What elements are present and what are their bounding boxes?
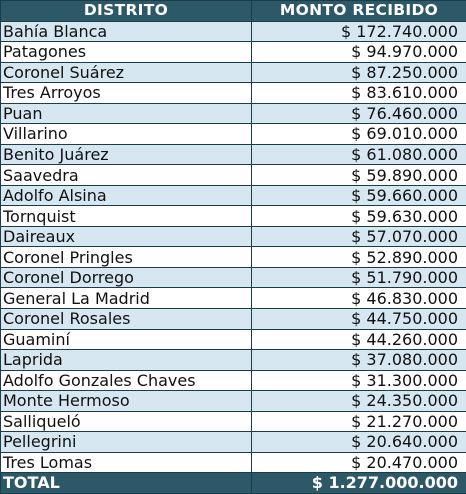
table-body (1, 21, 466, 473)
distrito-cell: Tres Arroyos (1, 83, 252, 104)
table-row (1, 144, 466, 165)
header-monto: MONTO RECIBIDO (252, 1, 466, 22)
table-row (1, 83, 466, 104)
monto-cell: $ 94.970.000 (252, 42, 466, 63)
distrito-cell: Daireaux (1, 226, 252, 247)
total-label: TOTAL (1, 473, 252, 494)
monto-cell: $ 59.630.000 (252, 206, 466, 227)
distrito-cell: Adolfo Gonzales Chaves (1, 370, 252, 391)
monto-cell: $ 20.640.000 (252, 432, 466, 453)
distrito-cell: Saavedra (1, 165, 252, 186)
distrito-cell: Benito Juárez (1, 144, 252, 165)
distrito-cell: Salliqueló (1, 411, 252, 432)
distrito-cell: Pellegrini (1, 432, 252, 453)
table-row (1, 350, 466, 371)
distrito-cell: Coronel Rosales (1, 308, 252, 329)
table-row (1, 411, 466, 432)
monto-cell: $ 31.300.000 (252, 370, 466, 391)
table-row (1, 432, 466, 453)
distrito-cell: Puan (1, 103, 252, 124)
table-row (1, 103, 466, 124)
monto-cell: $ 21.270.000 (252, 411, 466, 432)
distrito-cell: Adolfo Alsina (1, 185, 252, 206)
monto-cell: $ 76.460.000 (252, 103, 466, 124)
monto-cell: $ 20.470.000 (252, 452, 466, 473)
distrito-cell: Tornquist (1, 206, 252, 227)
distrito-cell: Tres Lomas (1, 452, 252, 473)
distrito-cell: General La Madrid (1, 288, 252, 309)
monto-cell: $ 44.260.000 (252, 329, 466, 350)
table-row (1, 247, 466, 268)
table-row (1, 185, 466, 206)
distrito-cell: Villarino (1, 124, 252, 145)
table-row (1, 42, 466, 63)
table-row (1, 370, 466, 391)
monto-cell: $ 69.010.000 (252, 124, 466, 145)
monto-cell: $ 37.080.000 (252, 350, 466, 371)
monto-cell: $ 87.250.000 (252, 62, 466, 83)
table-row (1, 267, 466, 288)
monto-cell: $ 172.740.000 (252, 21, 466, 42)
total-row (1, 473, 466, 494)
table-row (1, 165, 466, 186)
monto-cell: $ 24.350.000 (252, 391, 466, 412)
table-row (1, 308, 466, 329)
table-row (1, 21, 466, 42)
table-row (1, 391, 466, 412)
header-distrito: DISTRITO (1, 1, 252, 22)
distrito-cell: Coronel Dorrego (1, 267, 252, 288)
monto-cell: $ 61.080.000 (252, 144, 466, 165)
monto-cell: $ 83.610.000 (252, 83, 466, 104)
total-monto: $ 1.277.000.000 (252, 473, 466, 494)
distrito-cell: Guaminí (1, 329, 252, 350)
monto-cell: $ 46.830.000 (252, 288, 466, 309)
distrito-cell: Coronel Pringles (1, 247, 252, 268)
distrito-cell: Patagones (1, 42, 252, 63)
table-row (1, 124, 466, 145)
monto-cell: $ 59.660.000 (252, 185, 466, 206)
table-row (1, 206, 466, 227)
distrito-cell: Coronel Suárez (1, 62, 252, 83)
monto-cell: $ 59.890.000 (252, 165, 466, 186)
table-row (1, 288, 466, 309)
table-row (1, 452, 466, 473)
distrito-cell: Laprida (1, 350, 252, 371)
table-header-row (1, 1, 466, 22)
table-row (1, 62, 466, 83)
table-row (1, 329, 466, 350)
monto-cell: $ 57.070.000 (252, 226, 466, 247)
distrito-cell: Bahía Blanca (1, 21, 252, 42)
monto-cell: $ 52.890.000 (252, 247, 466, 268)
table-row (1, 226, 466, 247)
monto-cell: $ 51.790.000 (252, 267, 466, 288)
monto-cell: $ 44.750.000 (252, 308, 466, 329)
distrito-cell: Monte Hermoso (1, 391, 252, 412)
